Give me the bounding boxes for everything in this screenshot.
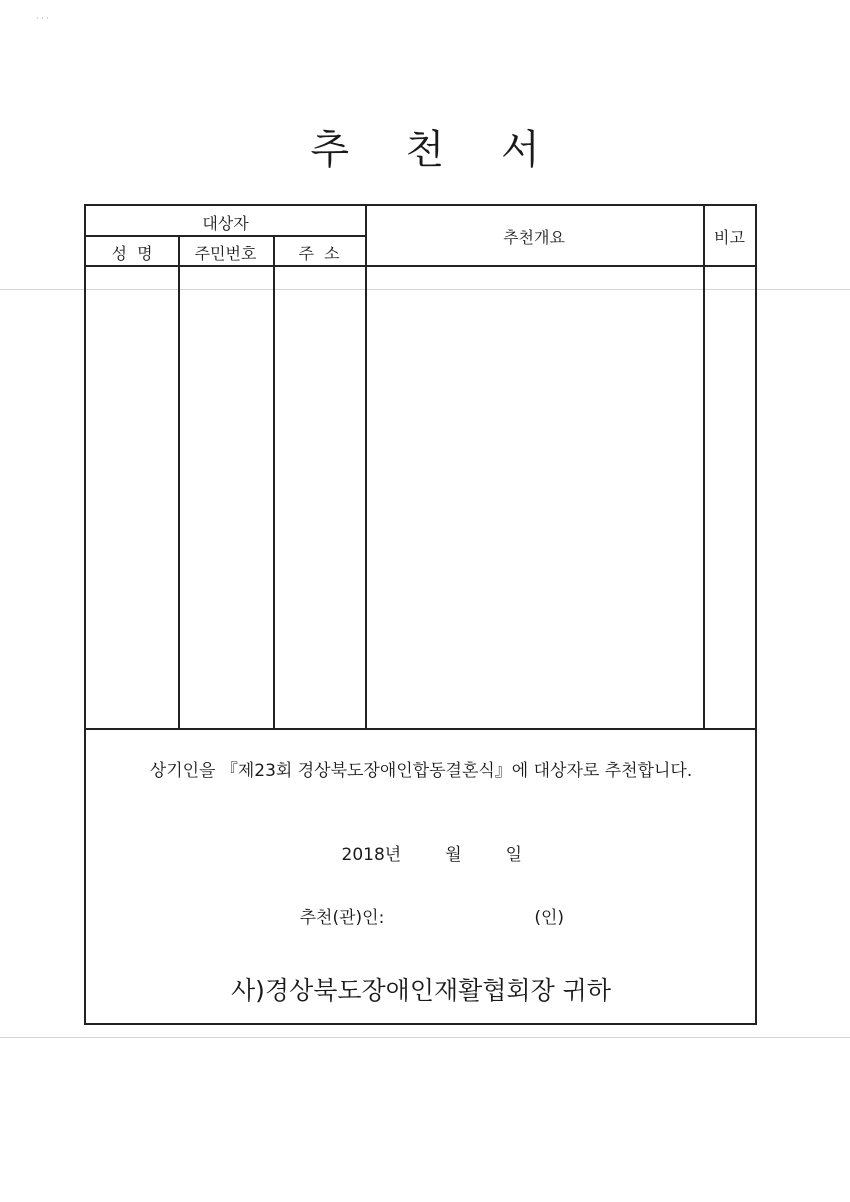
title-char: 천	[405, 127, 445, 173]
recommender-label: 추천(관)인:	[299, 908, 385, 928]
col-divider-id	[273, 235, 275, 728]
header-summary: 추천개요	[503, 228, 565, 247]
header-group-divider	[86, 235, 365, 237]
header-bottom-line	[86, 265, 756, 267]
table-bottom-line	[86, 728, 756, 730]
header-target-group: 대상자	[202, 214, 249, 233]
recommender-line	[86, 883, 756, 948]
date-month: 월	[445, 845, 462, 865]
scan-mark: · · ·	[36, 14, 49, 23]
document-title	[0, 118, 850, 175]
addressee: 사)경상북도장애인재활협회장 귀하	[231, 976, 611, 1005]
recommender-seal: (인)	[534, 908, 564, 928]
col-divider-summary	[703, 206, 705, 728]
col-divider-name	[178, 235, 180, 728]
title-char: 추	[310, 127, 349, 173]
recommendation-form	[84, 204, 757, 1025]
title-char: 서	[501, 127, 540, 173]
scan-line	[0, 1037, 850, 1038]
header-remarks: 비고	[714, 228, 745, 247]
col-divider-address	[365, 206, 367, 728]
header-address: 주 소	[298, 244, 340, 263]
date-line	[86, 820, 756, 885]
header-name: 성 명	[111, 244, 153, 263]
header-resident-number: 주민번호	[194, 244, 257, 263]
date-year: 2018년	[341, 845, 402, 865]
recommendation-statement: 상기인을 『제23회 경상북도장애인합동결혼식』에 대상자로 추천합니다.	[149, 761, 693, 781]
date-day: 일	[505, 845, 523, 865]
